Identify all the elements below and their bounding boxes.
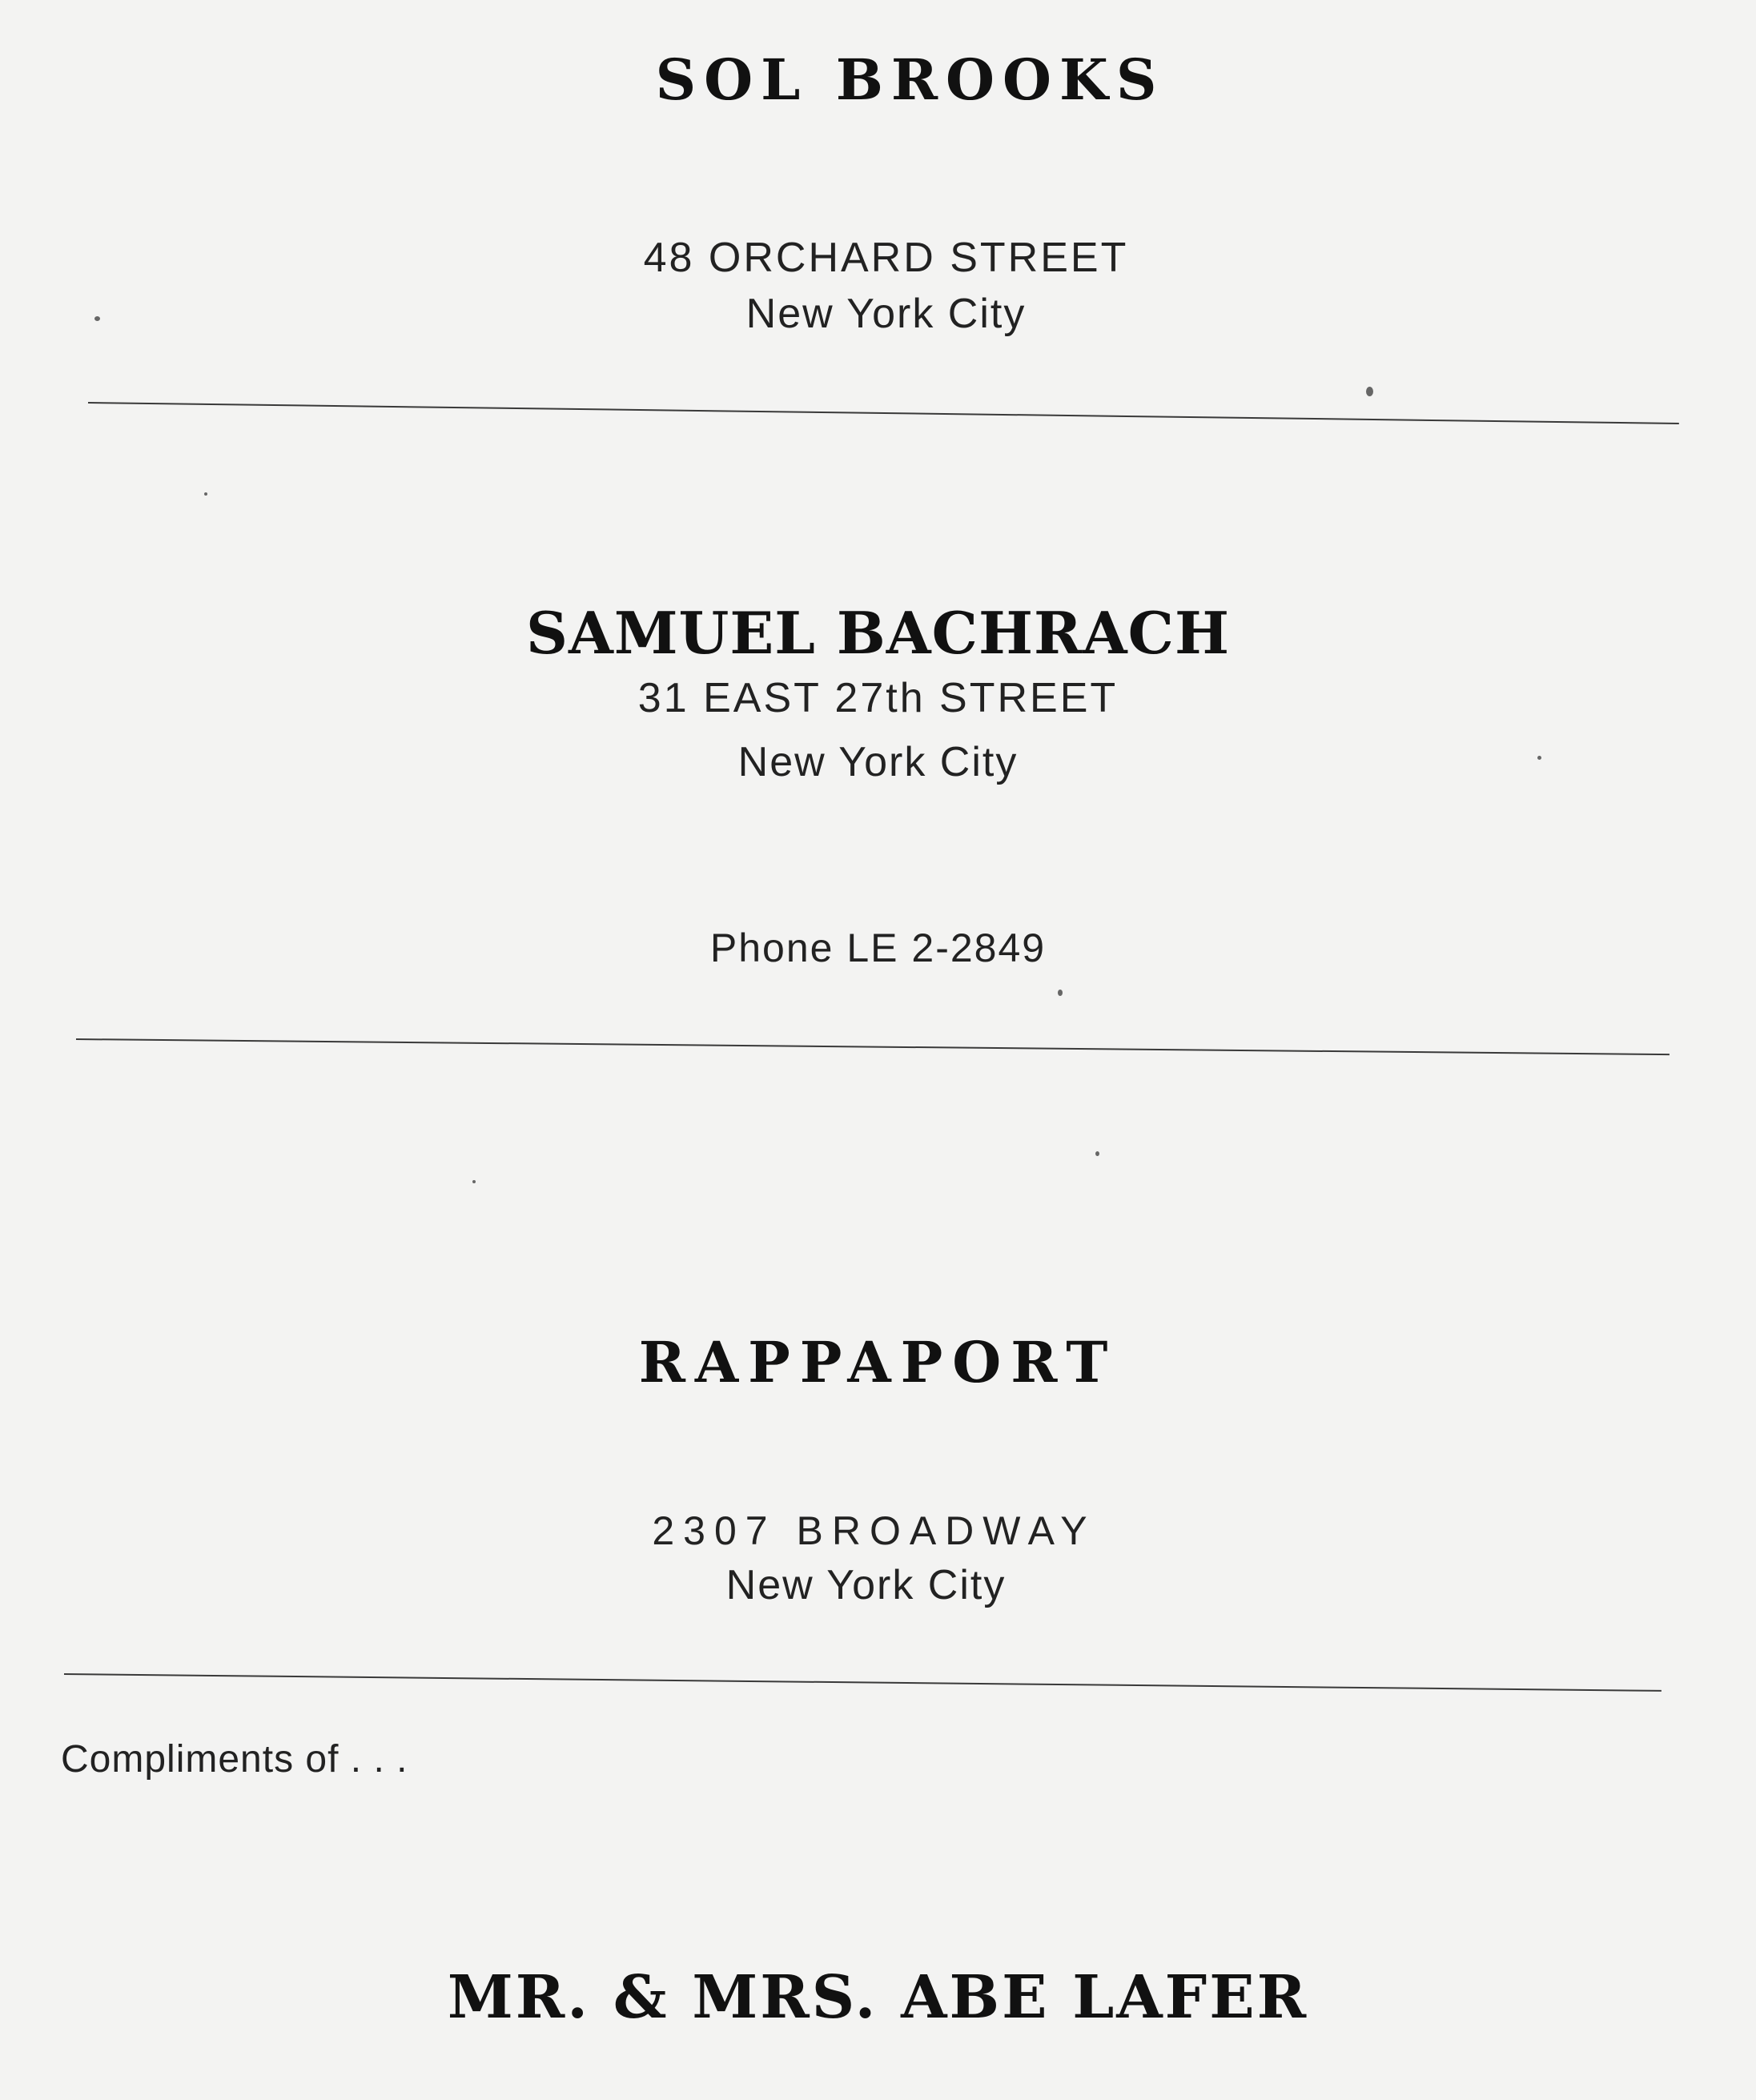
scan-speck [94,316,100,321]
advertiser-city: New York City [737,739,1019,785]
divider-rule [88,402,1679,424]
divider-rule [64,1673,1662,1692]
advertiser-phone: Phone LE 2-2849 [709,926,1047,970]
advertiser-address: 2307 BROADWAY [652,1508,1096,1553]
scan-speck [204,492,207,496]
advertiser-name: RAPPAPORT [638,1329,1118,1395]
scan-speck [472,1180,476,1183]
advertiser-city: New York City [725,1562,1007,1608]
advertiser-name: SAMUEL BACHRACH [526,599,1230,667]
scan-speck [1366,387,1373,396]
compliments-label: Compliments of . . . [61,1738,408,1781]
advertiser-name: SOL BROOKS [655,46,1165,113]
scan-speck [1095,1151,1099,1156]
scan-speck [1058,990,1063,996]
advertiser-city: New York City [745,291,1027,337]
divider-rule [76,1038,1670,1055]
compliments-name: MR. & MRS. ABE LAFER [447,1963,1309,2032]
advertiser-address: 48 ORCHARD STREET [643,235,1129,281]
advertiser-address: 31 EAST 27th STREET [637,675,1119,721]
scan-speck [1537,756,1541,760]
